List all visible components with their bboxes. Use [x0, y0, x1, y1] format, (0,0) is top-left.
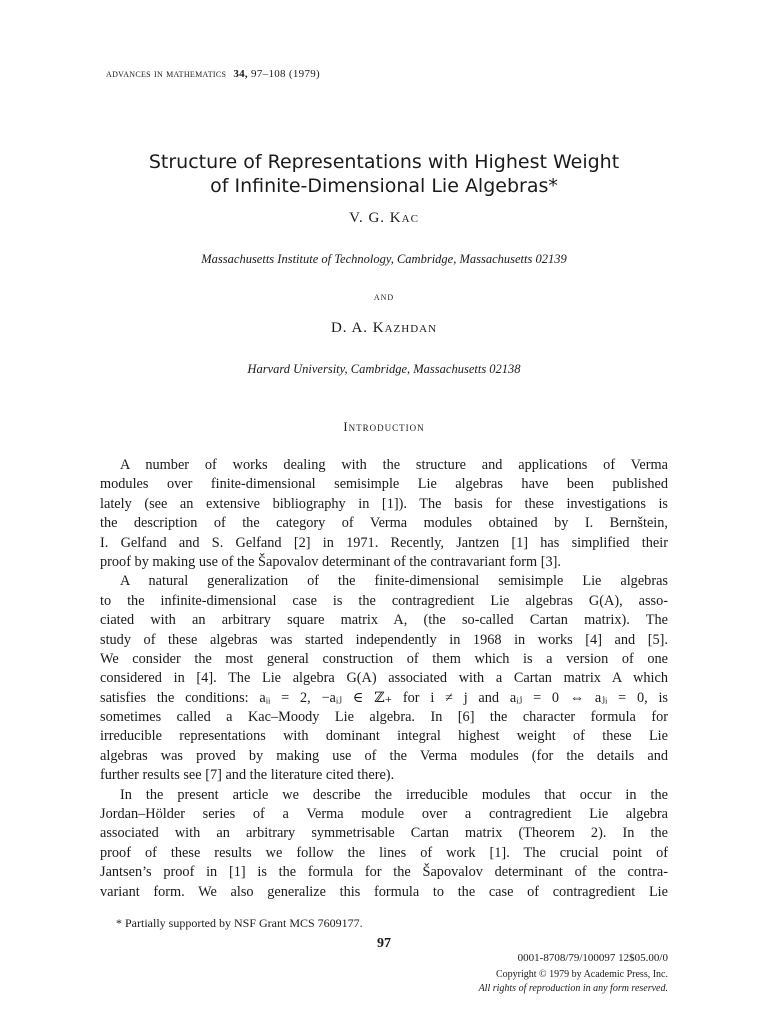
body-line: proof of these results we follow the lines of work [1]. The crucial point of	[100, 844, 668, 861]
body-line: study of these algebras was started independently in 1968 in works [4] and [5].	[100, 631, 668, 648]
body-line: associated with an arbitrary symmetrisable Cartan matrix (Theorem 2). In the	[100, 825, 668, 842]
body-line: I. Gelfand and S. Gelfand [2] in 1971. Recently, Jantzen [1] has simplified their	[100, 534, 668, 551]
journal-header	[106, 68, 320, 80]
body-paragraphs	[100, 456, 668, 902]
author-name-1: V. G. Kac	[349, 210, 419, 226]
section-heading: Introduction	[343, 420, 425, 434]
copyright-line: Copyright © 1979 by Academic Press, Inc.	[495, 969, 668, 980]
author-affiliation-2: Harvard University, Cambridge, Massachusetts 02138	[247, 362, 521, 376]
rights-line: All rights of reproduction in any form reserved.	[478, 983, 668, 994]
body-line: Jordan–Hölder series of a Verma module over a contragredient Lie algebra	[100, 806, 668, 823]
title-line-2: of Infinite-Dimensional Lie Algebras*	[210, 175, 558, 197]
body-line: variant form. We also generalize this formula to the case of contragredient Lie	[100, 883, 668, 900]
journal-volume: 34,	[233, 68, 248, 80]
body-line: ciated with an arbitrary square matrix A, (the so-called Cartan matrix). The	[100, 612, 668, 629]
body-line: A natural generalization of the finite-dimensional semisimple Lie algebras	[120, 573, 668, 590]
body-line: the description of the category of Verma modules obtained by I. Bernštein,	[100, 515, 668, 532]
footnote: * Partially supported by NSF Grant MCS 7609177.	[116, 916, 363, 930]
journal-name: advances in mathematics	[106, 68, 227, 80]
body-line: algebras was proved by making use of the Verma modules (for the details and	[100, 747, 668, 764]
and-separator: and	[373, 291, 395, 303]
body-line: further results see [7] and the literature cited there).	[100, 767, 395, 784]
paper-title	[0, 150, 768, 198]
body-line: lately (see an extensive bibliography in [1]). The basis for these investigations is	[100, 495, 668, 512]
copyright-block	[479, 968, 668, 996]
body-line: A number of works dealing with the structure and applications of Verma	[120, 457, 668, 473]
journal-pages-year: 97–108 (1979)	[251, 68, 321, 80]
issn-code: 0001-8708/79/100097 12$05.00/0	[517, 952, 668, 964]
body-line: satisfies the conditions: aᵢᵢ = 2, −aᵢⱼ ∈ ℤ₊ for i ≠ j and aᵢⱼ = 0 ⇔ aⱼᵢ = 0, is	[100, 689, 668, 706]
author-name-2: D. A. Kazhdan	[330, 320, 438, 336]
body-line: In the present article we describe the irreducible modules that occur in the	[120, 786, 668, 803]
body-line: proof by making use of the Šapovalov determinant of the contravariant form [3].	[100, 553, 561, 570]
body-line: We consider the most general construction of them which is a version of one	[100, 650, 668, 667]
author-affiliation-1: Massachusetts Institute of Technology, Cambridge, Massachusetts 02139	[201, 252, 567, 266]
body-line: modules over finite-dimensional semisimple Lie algebras have been published	[100, 476, 668, 493]
title-line-1: Structure of Representations with Highest Weight	[148, 151, 620, 173]
page-number: 97	[377, 936, 391, 951]
body-line: sometimes called a Kac–Moody Lie algebra. In [6] the character formula for	[100, 709, 668, 726]
body-line: to the infinite-dimensional case is the contragredient Lie algebras G(A), asso-	[100, 592, 668, 609]
body-line: irreducible representations with dominant integral highest weight of these Lie	[100, 728, 668, 745]
body-line: Jantsen’s proof in [1] is the formula for the Šapovalov determinant of the contra-	[100, 864, 668, 881]
body-line: considered in [4]. The Lie algebra G(A) associated with a Cartan matrix A which	[100, 670, 668, 687]
